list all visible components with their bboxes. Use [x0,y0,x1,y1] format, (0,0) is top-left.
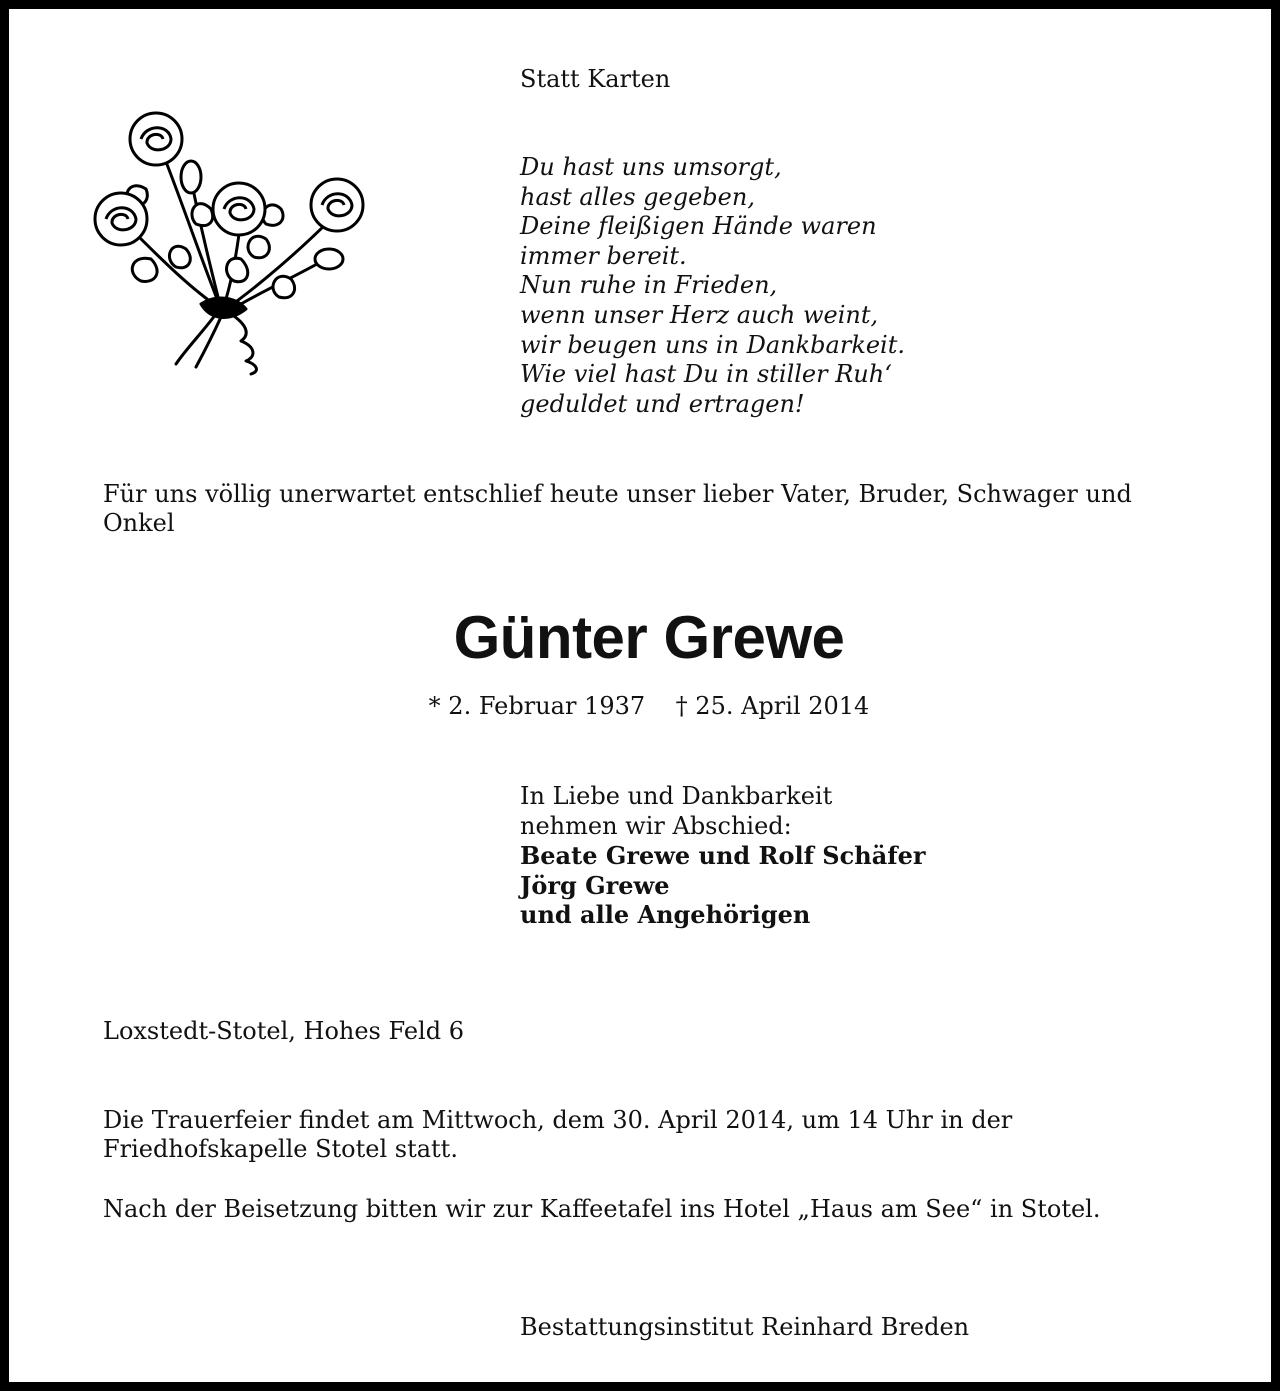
death-date: † 25. April 2014 [675,692,870,720]
poem-line: Nun ruhe in Frieden, [520,271,778,300]
funeral-home: Bestattungsinstitut Reinhard Breden [520,1313,970,1341]
rose-bouquet-icon [91,109,373,377]
mourner-name: Beate Grewe und Rolf Schäfer [520,841,926,871]
poem-line: geduldet und ertragen! [520,389,805,418]
announcement-text: Für uns völlig unerwartet entschlief heute unser lieber Vater, Bruder, Schwager und Onkel [103,480,1132,537]
mourner-name: und alle Angehörigen [520,900,811,930]
funeral-info: Die Trauerfeier findet am Mittwoch, dem 30. April 2014, um 14 Uhr in der Friedhofskapelle Stotel statt. [103,1106,1013,1163]
poem-line: immer bereit. [520,241,687,270]
birth-date: * 2. Februar 1937 [428,692,646,720]
poem-line: Du hast uns umsorgt, [520,153,782,181]
intro-heading: Statt Karten [520,65,671,93]
poem-line: Wie viel hast Du in stiller Ruh‘ [520,360,892,389]
life-dates [9,692,1280,720]
reception-info: Nach der Beisetzung bitten wir zur Kaffeetafel ins Hotel „Haus am See“ in Stotel. [103,1195,1101,1223]
farewell-block [520,782,925,930]
poem-line: wir beugen uns in Dankbarkeit. [520,330,906,359]
farewell-line: nehmen wir Abschied: [520,811,792,840]
poem [520,153,905,419]
deceased-name: Günter Grewe [453,604,845,671]
address: Loxstedt-Stotel, Hohes Feld 6 [103,1017,464,1045]
poem-line: hast alles gegeben, [520,182,755,211]
poem-line: wenn unser Herz auch weint, [520,300,879,329]
farewell-line: In Liebe und Dankbarkeit [520,782,833,810]
poem-line: Deine fleißigen Hände waren [520,212,877,241]
mourner-name: Jörg Grewe [520,870,670,900]
